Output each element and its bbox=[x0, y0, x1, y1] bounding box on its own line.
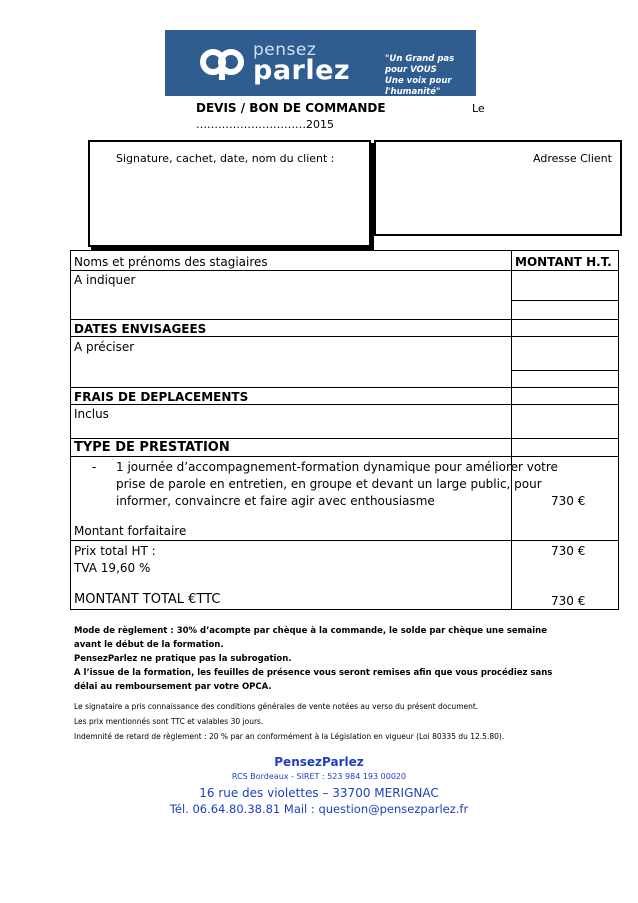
terms-line-4: A l’issue de la formation, les feuilles de présence vous seront remises afin que vous procédiez sans bbox=[74, 668, 553, 678]
prestation-header: TYPE DE PRESTATION bbox=[74, 440, 230, 455]
prestation-bullet: - bbox=[92, 460, 97, 474]
total-ht-value: 730 € bbox=[551, 544, 586, 558]
prestation-line-3: informer, convaincre et faire agir avec enthousiasme bbox=[116, 494, 435, 508]
dates-value: A préciser bbox=[74, 340, 135, 354]
prestation-line-2: prise de parole en entretien, en groupe et devant un large public, pour bbox=[116, 477, 542, 491]
total-ht-label: Prix total HT : bbox=[74, 544, 156, 558]
brand-slogan bbox=[385, 54, 476, 96]
slogan-line-2: Une voix pour l'humanité" bbox=[385, 76, 452, 96]
client-address-label: Adresse Client bbox=[533, 152, 612, 165]
footer-company: PensezParlez bbox=[274, 755, 364, 769]
total-ttc-label: MONTANT TOTAL €TTC bbox=[74, 592, 221, 607]
slogan-line-1: "Un Grand pas pour VOUS bbox=[385, 54, 455, 75]
prestation-line-1: 1 journée d’accompagnement-formation dynamique pour améliorer votre bbox=[116, 460, 558, 474]
terms-line-5: délai au remboursement par votre OPCA. bbox=[74, 682, 272, 692]
pensezparlez-logo-icon bbox=[199, 42, 245, 82]
tva-label: TVA 19,60 % bbox=[74, 561, 151, 575]
terms-line-2: avant le début de la formation. bbox=[74, 640, 224, 650]
prestation-price: 730 € bbox=[551, 494, 586, 508]
legal-line-1: Le signataire a pris connaissance des conditions générales de vente notées au verso du présent document. bbox=[74, 702, 479, 711]
footer-contact: Tél. 06.64.80.38.81 Mail : question@pensezparlez.fr bbox=[169, 802, 469, 816]
forfait-label: Montant forfaitaire bbox=[74, 524, 187, 538]
total-ttc-value: 730 € bbox=[551, 594, 586, 608]
date-line: …………………………2015 bbox=[196, 118, 334, 131]
footer-address: 16 rue des violettes – 33700 MERIGNAC bbox=[199, 786, 439, 800]
client-signature-label: Signature, cachet, date, nom du client : bbox=[116, 152, 335, 165]
stagiaires-value: A indiquer bbox=[74, 273, 136, 287]
terms-line-3: PensezParlez ne pratique pas la subrogation. bbox=[74, 654, 292, 664]
company-banner bbox=[165, 30, 476, 96]
terms-line-1: Mode de règlement : 30% d’acompte par chèque à la commande, le solde par chèque une semaine bbox=[74, 626, 547, 636]
legal-line-3: Indemnité de retard de règlement : 20 % par an conformément à la Législation en vigueur (Loi 80335 du 12.5.80). bbox=[74, 732, 505, 741]
footer-rcs: RCS Bordeaux - SIRET : 523 984 193 00020 bbox=[231, 772, 407, 781]
frais-value: Inclus bbox=[74, 407, 109, 421]
brand-top-text: pensez bbox=[253, 40, 317, 60]
stagiaires-header: Noms et prénoms des stagiaires bbox=[74, 255, 268, 269]
montant-header: MONTANT H.T. bbox=[515, 255, 612, 269]
legal-line-2: Les prix mentionnés sont TTC et valables 30 jours. bbox=[74, 717, 264, 726]
frais-header: FRAIS DE DEPLACEMENTS bbox=[74, 390, 249, 404]
brand-main-text: parlez bbox=[253, 55, 351, 86]
date-le-label: Le bbox=[472, 102, 485, 115]
document-title: DEVIS / BON DE COMMANDE bbox=[196, 101, 386, 115]
dates-header: DATES ENVISAGEES bbox=[74, 322, 207, 336]
